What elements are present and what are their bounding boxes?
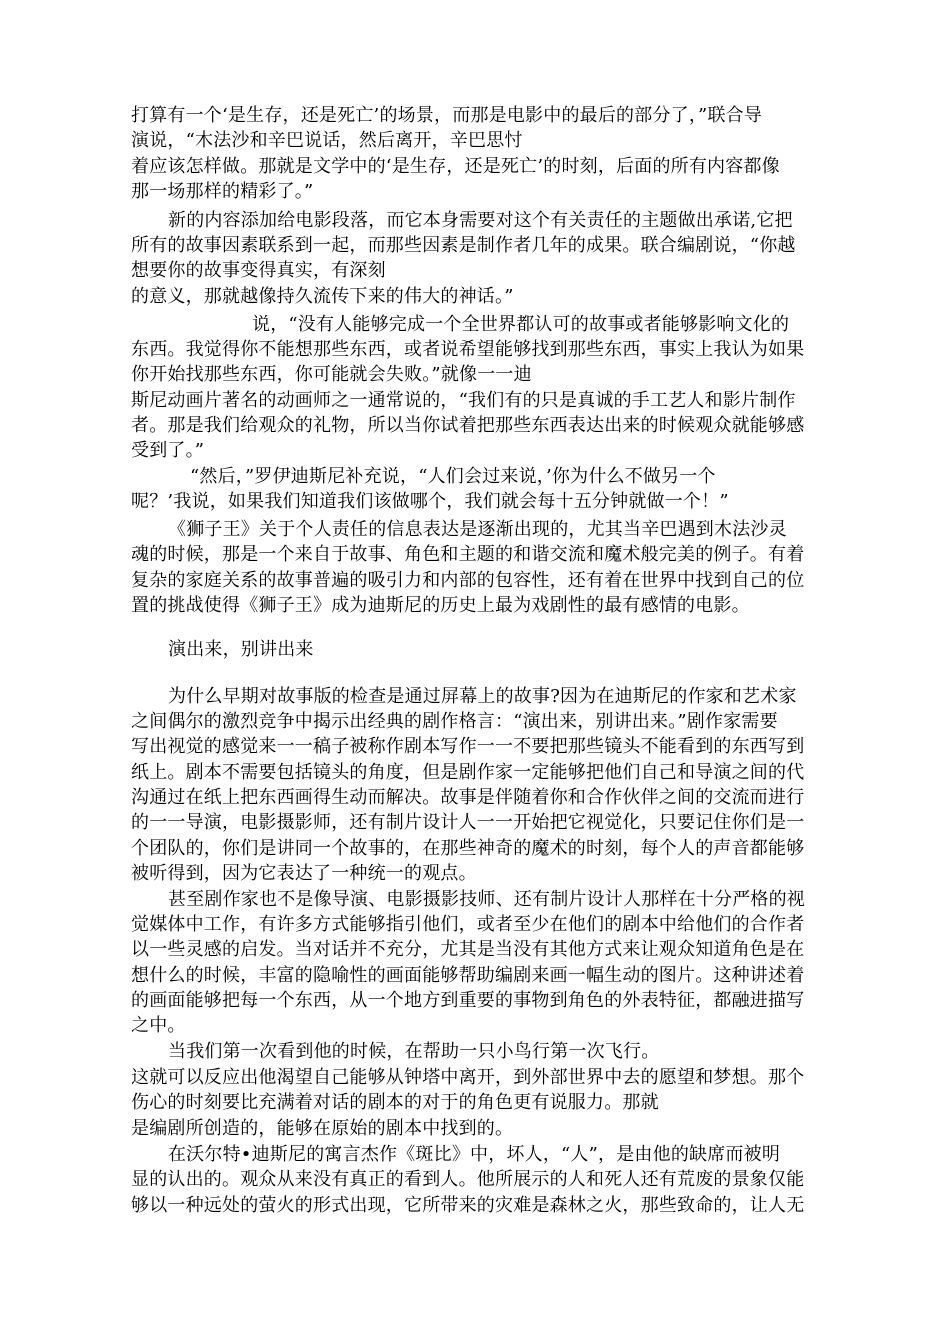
text-line: 为什么早期对故事版的检查是通过屏幕上的故事?因为在迪斯尼的作家和艺术家 — [168, 686, 797, 707]
text-line: 那一场那样的精彩了。” — [131, 181, 314, 202]
text-line: 魂的时候，那是一个来自于故事、角色和主题的和谐交流和魔术般完美的例子。有着 — [131, 544, 805, 565]
text-line: 置的挑战使得《狮子王》成为迪斯尼的历史上最为戏剧性的最有感情的电影。 — [131, 595, 750, 616]
text-line: 的画面能够把每一个东西，从一个地方到重要的事物到角色的外表特征，都融进描写 — [131, 990, 805, 1011]
text-line: 伤心的时刻要比充满着对话的剧本的对于的角色更有说服力。那就 — [131, 1092, 659, 1113]
text-line: 呢？’我说，如果我们知道我们该做哪个，我们就会每十五分钟就做一个！” — [131, 491, 729, 512]
text-line: 所有的故事因素联系到一起，而那些因素是制作者几年的成果。联合编剧说，“你越 — [131, 235, 796, 256]
text-line: 者。那是我们给观众的礼物，所以当你试着把那些东西表达出来的时候观众就能够感 — [131, 415, 805, 436]
text-line: 演说，“木法沙和辛巴说话，然后离开，辛巴思忖 — [131, 130, 523, 151]
text-line: 被听得到，因为它表达了一种统一的观点。 — [131, 863, 477, 884]
text-line: 个团队的，你们是讲同一个故事的，在那些神奇的魔术的时刻，每个人的声音都能够 — [131, 838, 805, 859]
text-line: 沟通过在纸上把东西画得生动而解决。故事是伴随着你和合作伙伴之间的交流而进行 — [131, 787, 805, 808]
text-line: 新的内容添加给电影段落，而它本身需要对这个有关责任的主题做出承诺,它把 — [168, 210, 793, 231]
text-line: 东西。我觉得你不能想那些东西，或者说希望能够找到那些东西，事实上我认为如果 — [131, 339, 805, 360]
text-line: 纸上。剧本不需要包括镜头的角度，但是剧作家一定能够把他们自己和导演之间的代 — [131, 762, 805, 783]
text-line: 够以一种远处的萤火的形式出现，它所带来的灾难是森林之火，那些致命的，让人无 — [131, 1195, 805, 1216]
text-line: 显的认出的。观众从来没有真正的看到人。他所展示的人和死人还有荒废的景象仅能 — [131, 1169, 805, 1190]
text-line: 说，“没有人能够完成一个全世界都认可的故事或者能够影响文化的 — [252, 314, 790, 335]
text-line: 甚至剧作家也不是像导演、电影摄影技师、还有制片设计人那样在十分严格的视 — [168, 889, 805, 910]
text-line: 你开始找那些东西，你可能就会失败。”就像一一迪 — [131, 364, 532, 385]
text-line: 写出视觉的感觉来一一稿子被称作剧本写作一一不要把那些镜头不能看到的东西写到 — [131, 736, 805, 757]
text-line: 以一些灵感的启发。当对话并不充分，尤其是当没有其他方式来让观众知道角色是在 — [131, 939, 805, 960]
text-line: 之间偶尔的激烈竞争中揭示出经典的剧作格言：“演出来，别讲出来。”剧作家需要 — [131, 711, 778, 732]
text-line: 复杂的家庭关系的故事普遍的吸引力和内部的包容性，还有着在世界中找到自己的位 — [131, 570, 805, 591]
text-line: 这就可以反应出他渴望自己能够从钟塔中离开，到外部世界中去的愿望和梦想。那个 — [131, 1067, 805, 1088]
text-line: 打算有一个‘是生存，还是死亡’的场景，而那是电影中的最后的部分了，”联合导 — [131, 105, 763, 126]
text-line: 是编剧所创造的，能够在原始的剧本中找到的。 — [131, 1118, 514, 1139]
text-line: 的一一导演，电影摄影师，还有制片设计人一一开始把它视觉化，只要记住你们是一 — [131, 812, 805, 833]
text-line: 的意义，那就越像持久流传下来的伟大的神话。” — [131, 286, 514, 307]
text-line: 想什么的时候，丰富的隐喻性的画面能够帮助编剧来画一幅生动的图片。这种讲述着 — [131, 965, 805, 986]
text-line: 《狮子王》关于个人责任的信息表达是逐渐出现的，尤其当辛巴遇到木法沙灵 — [168, 519, 787, 540]
text-line: 当我们第一次看到他的时候，在帮助一只小鸟行第一次飞行。 — [168, 1041, 660, 1062]
text-line: 觉媒体中工作，有许多方式能够指引他们，或者至少在他们的剧本中给他们的合作者 — [131, 914, 805, 935]
text-line: 在沃尔特•迪斯尼的寓言杰作《斑比》中，坏人，“人”，是由他的缺席而被明 — [168, 1144, 781, 1165]
text-line: 着应该怎样做。那就是文学中的‘是生存，还是死亡’的时刻，后面的所有内容都像 — [131, 156, 780, 177]
section-heading: 演出来，别讲出来 — [168, 639, 314, 660]
text-line: 想要你的故事变得真实，有深刻 — [131, 260, 386, 281]
text-line: 受到了。” — [131, 440, 205, 461]
text-line: 斯尼动画片著名的动画师之一通常说的，“我们有的只是真诚的手工艺人和影片制作 — [131, 390, 796, 411]
text-line: “然后，”罗伊迪斯尼补充说，“人们会过来说，’你为什么不做另一个 — [190, 466, 716, 487]
text-line: 之中。 — [131, 1015, 186, 1036]
